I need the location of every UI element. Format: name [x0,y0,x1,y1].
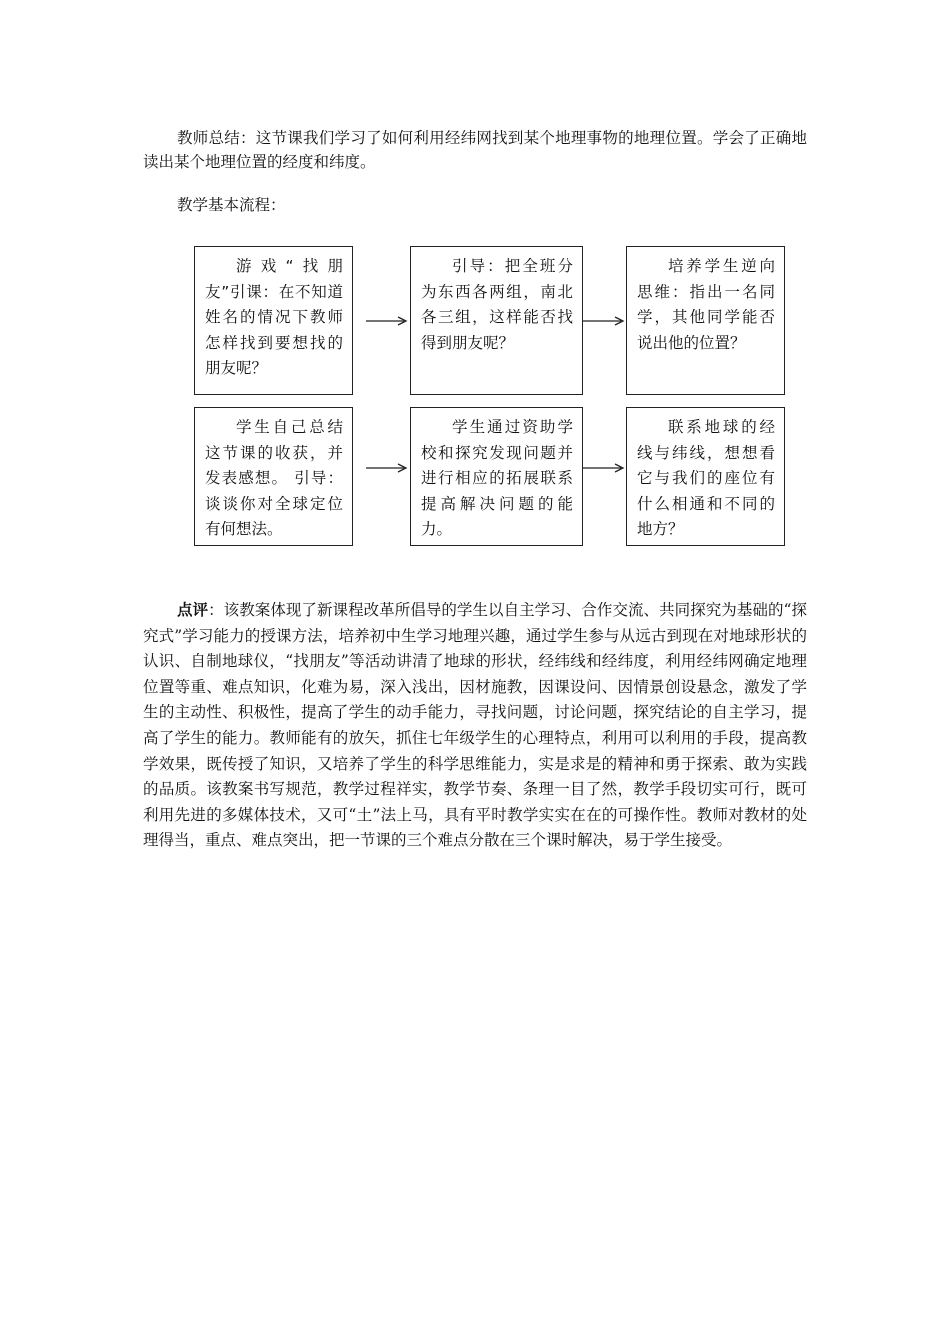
comment-text: ：该教案体现了新课程改革所倡导的学生以自主学习、合作交流、共同探究为基础的“探究式”学习能力的授课方法，培养初中生学习地理兴趣，通过学生参与从远古到现在对地球形状的认识、自制地球仪，“找朋友”等活动讲清了地球的形状，经纬线和经纬度，利用经纬网确定地理位置等重、难点知识，化难为易，深入浅出，因材施教，因课设问、因情景创设悬念，激发了学生的主动性、积极性，提高了学生的动手能力，寻找问题，讨论问题，探究结论的自主学习，提高了学生的能力。教师能有的放矢，抓住七年级学生的心理特点，利用可以利用的手段，提高教学效果，既传授了知识，又培养了学生的科学思维能力，实是求是的精神和勇于探索、敢为实践的品质。该教案书写规范，教学过程祥实，教学节奏、条理一目了然，教学手段切实可行，既可利用先进的多媒体技术，又可“土”法上马，具有平时教学实实在在的可操作性。教师对教材的处理得当，重点、难点突出，把一节课的三个难点分散在三个课时解决，易于学生接受。 [143,601,807,850]
flow-arrow-3 [366,462,410,474]
flow-box-3: 培养学生逆向思维：指出一名同学，其他同学能否说出他的位置？ [626,246,785,395]
flow-arrow-4 [583,462,627,474]
flow-box-5: 学生通过资助学校和探究发现问题并进行相应的拓展联系提高解决问题的能力。 [410,407,583,546]
flow-box-6: 联系地球的经线与纬线，想想看它与我们的座位有什么相通和不同的地方？ [626,407,785,546]
comment-paragraph [143,597,807,854]
flow-title: 教学基本流程： [177,196,286,214]
flow-box-2: 引导：把全班分为东西各两组，南北各三组，这样能否找得到朋友呢？ [410,246,583,395]
comment-label: 点评 [177,600,209,619]
flow-box-1: 游戏“找朋友”引课：在不知道姓名的情况下教师怎样找到要想找的朋友呢？ [194,246,353,395]
flow-box-4: 学生自己总结这节课的收获，并发表感想。 引导：谈谈你对全球定位有何想法。 [194,407,353,546]
teacher-summary: 教师总结：这节课我们学习了如何利用经纬网找到某个地理事物的地理位置。学会了正确地读出某个地理位置的经度和纬度。 [143,129,807,171]
flow-arrow-1 [366,315,410,327]
flow-arrow-2 [583,315,627,327]
